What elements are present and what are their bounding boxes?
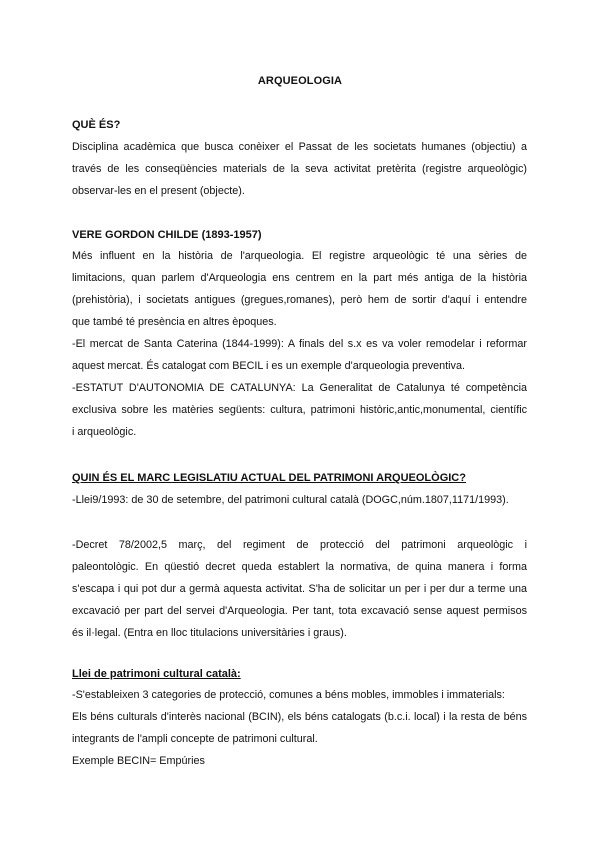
paragraph-que-es xyxy=(72,136,527,202)
text-line: s'escapa i qui pot dur a germà aquesta activitat. S'ha de solicitar un per i per dur a terme una xyxy=(72,583,527,595)
text-line: Exemple BECIN= Empúries xyxy=(72,755,205,767)
text-line: observar-les en el present (objecte). xyxy=(72,185,245,197)
document-title: ARQUEOLOGIA xyxy=(257,75,343,87)
paragraph-childe xyxy=(72,245,527,443)
text-line: aquest mercat. És catalogat com BECIL i es un exemple d'arqueologia preventiva. xyxy=(72,360,465,372)
text-line: paleontològic. En qüestió decret queda establert la normativa, de quina manera i forma xyxy=(72,561,527,573)
section-heading-llei-patrimoni: Llei de patrimoni cultural català: xyxy=(72,668,241,680)
section-heading-que-es: QUÈ ÉS? xyxy=(72,119,121,131)
text-line: -El mercat de Santa Caterina (1844-1999): A finals del s.x es va voler remodelar i reformar xyxy=(72,338,527,350)
text-line: integrants de l'ampli concepte de patrimoni cultural. xyxy=(72,733,318,745)
section-heading-marc-legislatiu: QUIN ÉS EL MARC LEGISLATIU ACTUAL DEL PATRIMONI ARQUEOLÒGIC? xyxy=(72,472,466,484)
text-line: -S'estableixen 3 categories de protecció, comunes a béns mobles, immobles i immaterials: xyxy=(72,689,505,701)
paragraph-llei-9-1993 xyxy=(72,489,527,511)
paragraph-decret-78-2002 xyxy=(72,534,527,644)
text-line: Més influent en la història de l'arqueologia. El registre arqueològic té una sèries de xyxy=(72,250,527,262)
text-line: exclusiva sobre les matèries següents: cultura, patrimoni històric,antic,monumental, científic xyxy=(72,404,527,416)
text-line: excavació per part del servei d'Arqueologia. Per tant, tota excavació sense aquest permisos xyxy=(72,605,527,617)
text-line: és il·legal. (Entra en lloc titulacions universitàries i graus). xyxy=(72,627,347,639)
text-line: través de les conseqüències materials de la seva activitat pretèrita (registre arqueològic) xyxy=(72,163,527,175)
text-line: (prehistòria), i societats antigues (gregues,romanes), però hem de sortir d'aquí i entendre xyxy=(72,294,527,306)
text-line: i arqueològic. xyxy=(72,426,137,438)
text-line: Els béns culturals d'interès nacional (BCIN), els béns catalogats (b.c.i. local) i la resta de béns xyxy=(72,711,527,723)
text-line: Disciplina acadèmica que busca conèixer el Passat de les societats humanes (objectiu) a xyxy=(72,141,527,153)
text-line: limitacions, quan parlem d'Arqueologia ens centrem en la part més antiga de la història xyxy=(72,272,527,284)
text-line: -Decret 78/2002,5 març, del regiment de protecció del patrimoni arqueològic i xyxy=(72,539,527,551)
section-heading-childe: VERE GORDON CHILDE (1893-1957) xyxy=(72,229,262,241)
text-line: -Llei9/1993: de 30 de setembre, del patrimoni cultural català (DOGC,núm.1807,1171/1993). xyxy=(72,494,509,506)
text-line: que també té presència en altres èpoques. xyxy=(72,316,277,328)
text-line: -ESTATUT D'AUTONOMIA DE CATALUNYA: La Generalitat de Catalunya té competència xyxy=(72,382,527,394)
paragraph-llei-patrimoni xyxy=(72,684,527,772)
